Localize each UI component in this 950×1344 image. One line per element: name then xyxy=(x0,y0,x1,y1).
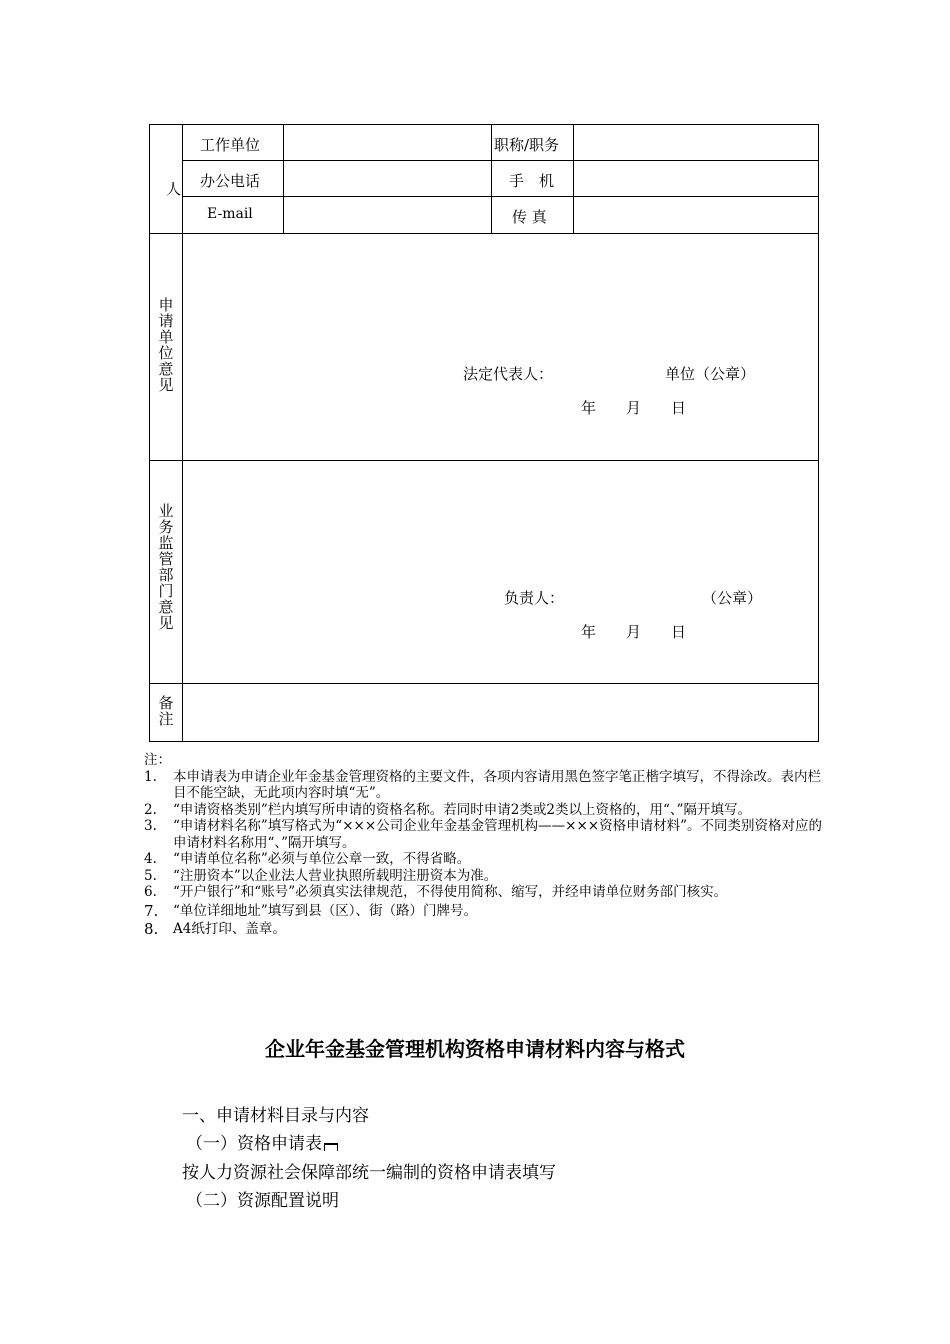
note-item: 3. “申请材料名称”填写格式为“×××公司企业年金基金管理机构——×××资格申请材料”。不同类别资格对应的申请材料名称用“、”隔开填写。 xyxy=(144,818,822,851)
work-unit-field[interactable] xyxy=(284,126,489,158)
fax-field[interactable] xyxy=(574,198,817,230)
email-label: E-mail xyxy=(207,206,253,222)
note-item: 7. “单位详细地址”填写到县（区）、街（路）门牌号。 xyxy=(144,901,478,920)
note-text: “申请材料名称”填写格式为“×××公司企业年金基金管理机构——×××资格申请材料”。不同类别资格对应的申请材料名称用“、”隔开填写。 xyxy=(173,818,822,851)
note-item: 4. “申请单位名称”必须与单位公章一致，不得省略。 xyxy=(144,851,471,867)
regulator-seal-label: （公章） xyxy=(702,589,763,607)
notes-section xyxy=(144,752,824,938)
office-phone-field[interactable] xyxy=(284,162,489,194)
applicant-date-label: 年 月 日 xyxy=(581,399,687,417)
subsection-heading: （二）资源配置说明 xyxy=(186,1191,339,1211)
section-heading: 一、申请材料目录与内容 xyxy=(182,1106,369,1126)
subsection-heading: （一）资格申请表 xyxy=(186,1129,338,1154)
note-text: “申请资格类别”栏内填写所申请的资格名称。若同时申请2类或2类以上资格的，用“、”隔开填写。 xyxy=(173,801,752,818)
title-field[interactable] xyxy=(574,126,817,158)
note-item: 6. “开户银行”和“账号”必须真实法律规范，不得使用简称、缩写，并经申请单位财务部门核实。 xyxy=(144,884,728,900)
note-item: 8. A4纸打印、盖章。 xyxy=(144,920,286,938)
page-title: 企业年金基金管理机构资格申请材料内容与格式 xyxy=(265,1037,685,1061)
note-text: 本申请表为申请企业年金基金管理资格的主要文件，各项内容请用黑色签字笔正楷字填写，不得涂改。表内栏目不能空缺，无此项内容时填“无”。 xyxy=(173,768,821,801)
email-field[interactable] xyxy=(284,198,489,230)
note-item: 2. “申请资格类别”栏内填写所申请的资格名称。若同时申请2类或2类以上资格的，用“、”隔开填写。 xyxy=(144,801,752,818)
note-text: “申请单位名称”必须与单位公章一致，不得省略。 xyxy=(173,851,471,867)
note-text: “注册资本”以企业法人营业执照所载明注册资本为准。 xyxy=(173,867,498,884)
mobile-label: 手 机 xyxy=(509,172,555,190)
title-label: 职称/职务 xyxy=(494,136,560,154)
body-paragraph: 按人力资源社会保障部统一编制的资格申请表填写 xyxy=(182,1163,556,1183)
office-phone-label: 办公电话 xyxy=(200,172,261,190)
note-text: “单位详细地址”填写到县（区）、街（路）门牌号。 xyxy=(173,902,478,919)
regulator-date-label: 年 月 日 xyxy=(581,623,687,641)
edit-mark-icon xyxy=(324,1143,338,1151)
legal-rep-label: 法定代表人： xyxy=(463,365,554,383)
fax-label: 传 真 xyxy=(512,208,547,226)
remarks-label: 备注 xyxy=(158,694,174,728)
note-item: 5. “注册资本”以企业法人营业执照所载明注册资本为准。 xyxy=(144,867,498,884)
applicant-opinion-label: 申请单位意见 xyxy=(158,296,174,394)
responsible-label: 负责人： xyxy=(504,589,565,607)
notes-heading: 注： xyxy=(144,752,171,768)
note-text: “开户银行”和“账号”必须真实法律规范，不得使用简称、缩写，并经申请单位财务部门核实。 xyxy=(173,884,728,900)
work-unit-label: 工作单位 xyxy=(200,136,261,154)
person-label: 人 xyxy=(166,180,182,198)
note-item: 1. 本申请表为申请企业年金基金管理资格的主要文件，各项内容请用黑色签字笔正楷字填写，不得涂改。表内栏目不能空缺，无此项内容时填“无”。 xyxy=(144,768,821,801)
applicant-seal-label: 单位（公章） xyxy=(665,365,756,383)
mobile-field[interactable] xyxy=(574,162,817,194)
regulator-opinion-label: 业务监管部门意见 xyxy=(158,502,174,632)
note-text: A4纸打印、盖章。 xyxy=(173,921,286,937)
